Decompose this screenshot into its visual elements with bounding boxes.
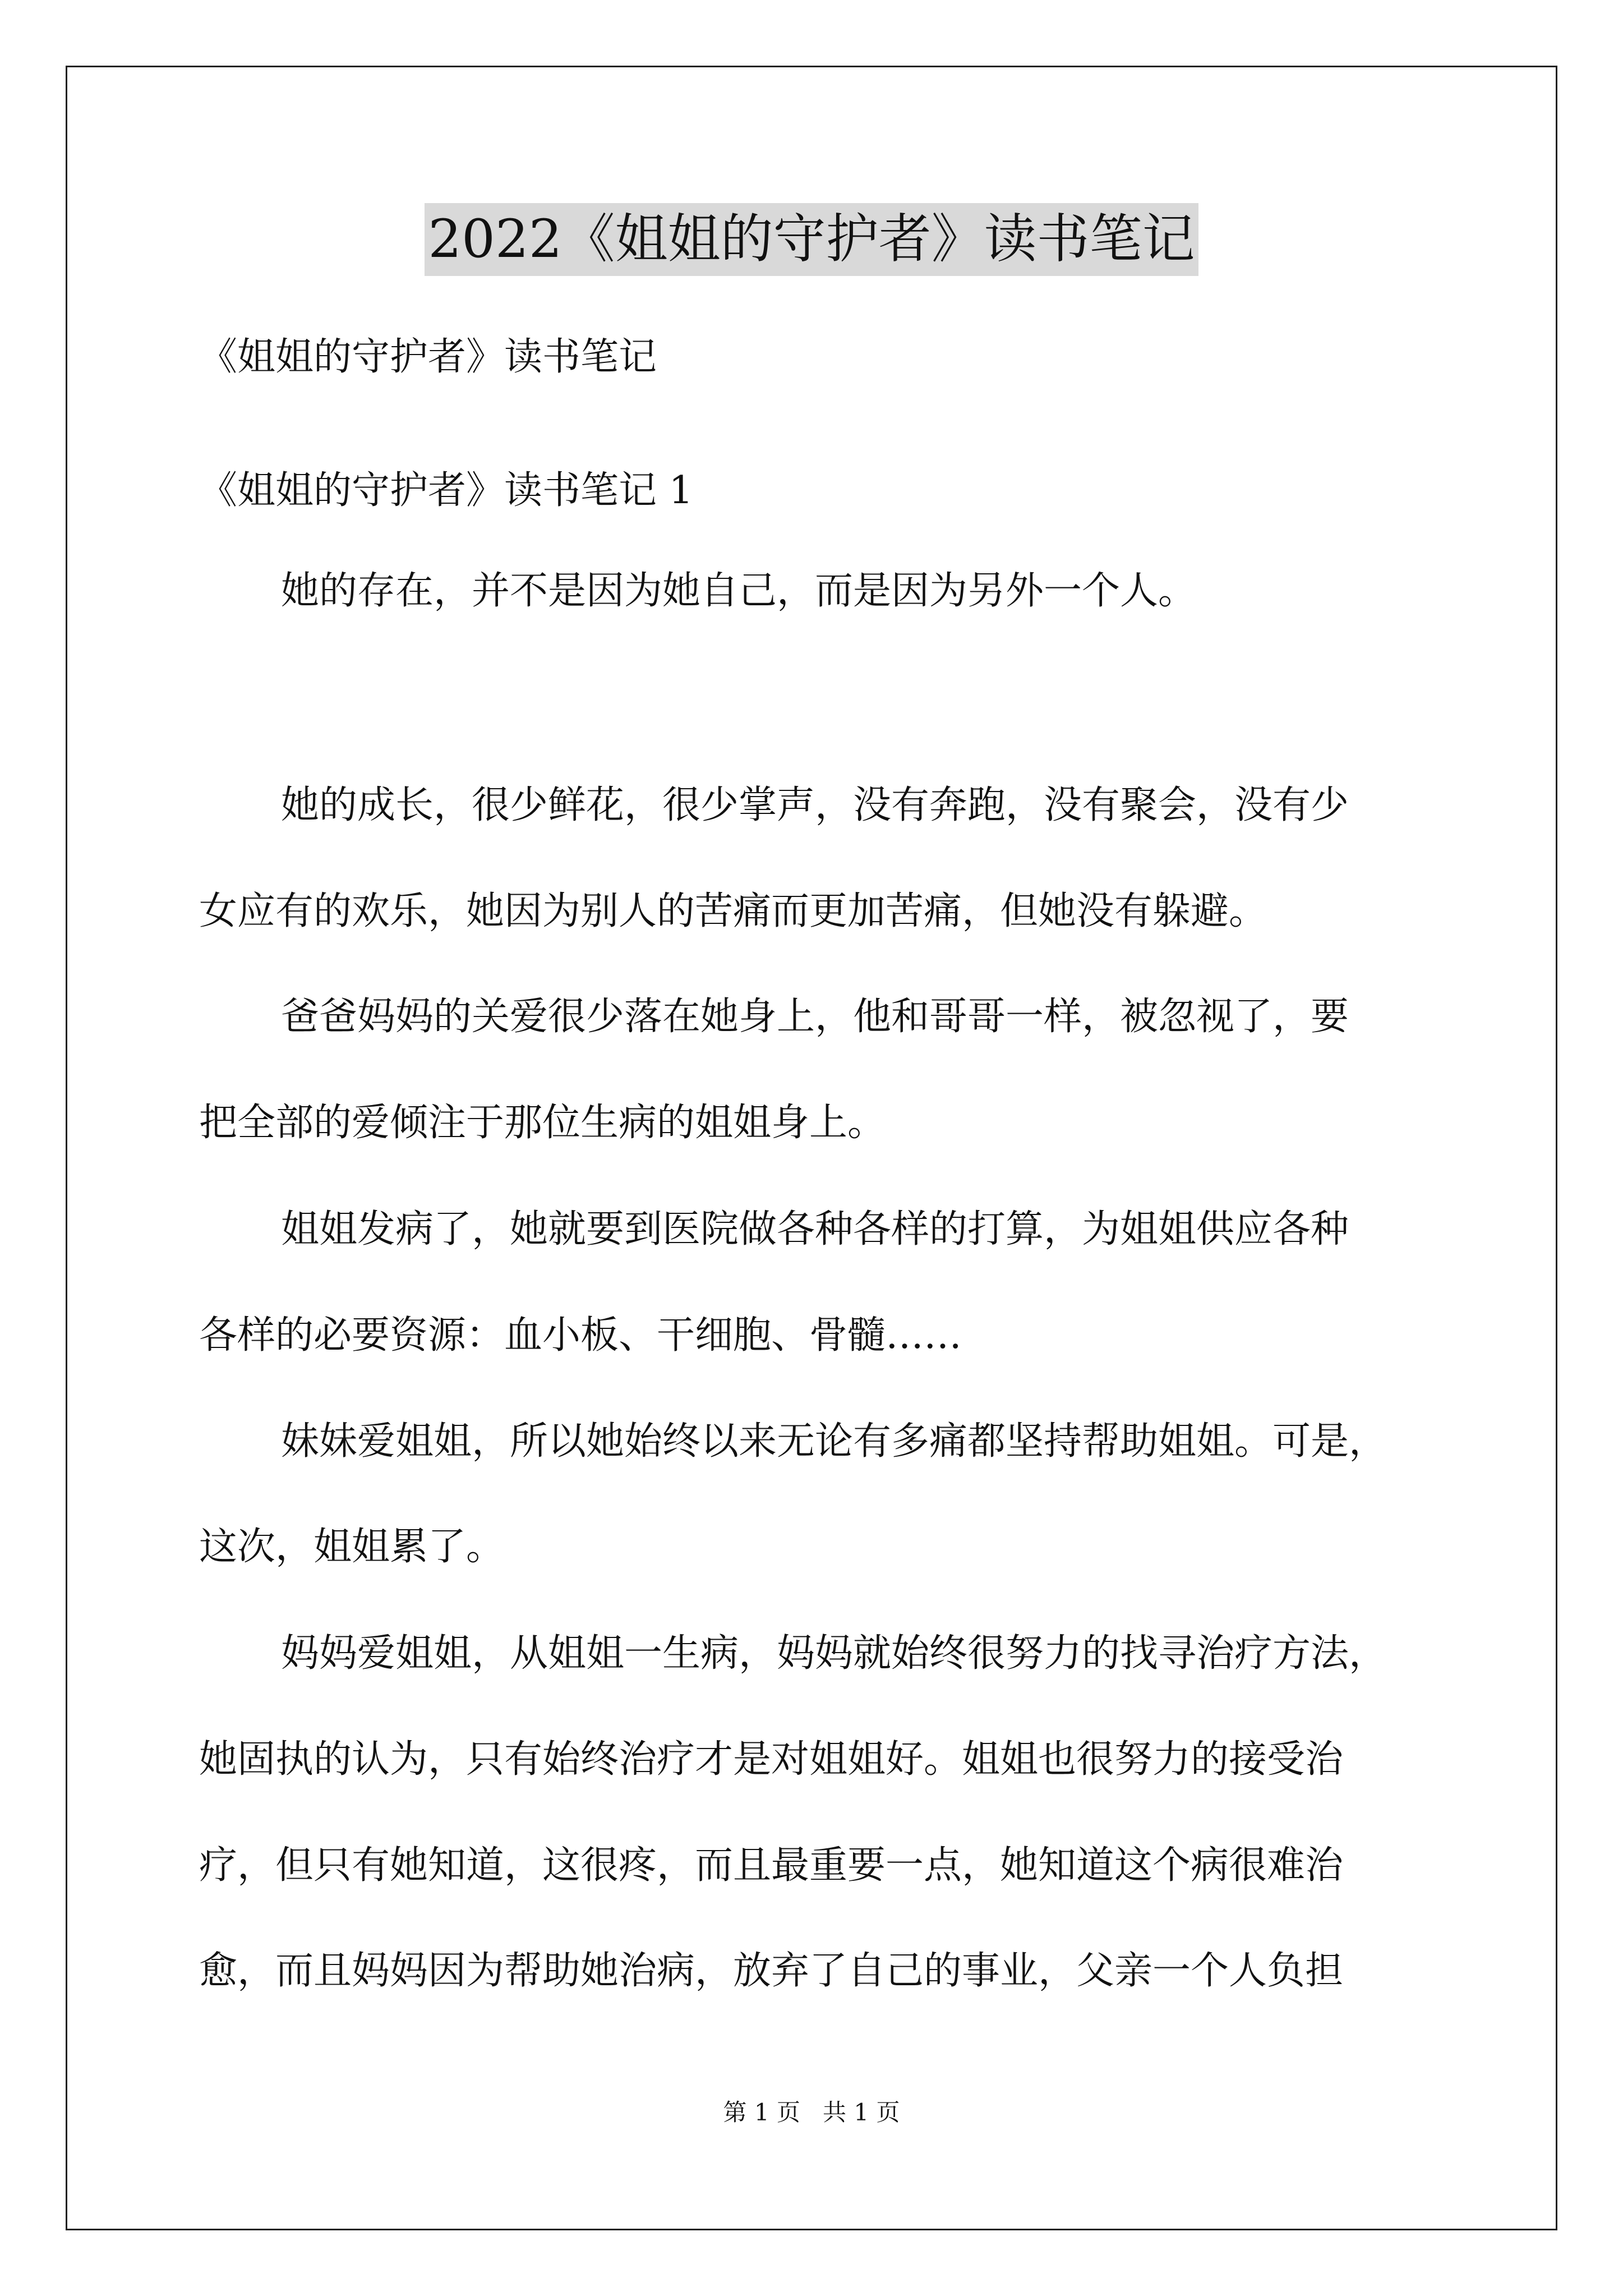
document-title: 2022《姐姐的守护者》读书笔记 — [425, 203, 1198, 276]
title-block — [0, 203, 1623, 276]
paragraph-line: 她的存在，并不是因为她自己，而是因为另外一个人。 — [281, 569, 1197, 613]
paragraph-line: 姐姐发病了，她就要到医院做各种各样的打算，为姐姐供应各种 — [281, 1207, 1349, 1251]
paragraph-line: 各样的必要资源：血小板、干细胞、骨髓…… — [199, 1313, 962, 1358]
paragraph-line: 愈，而且妈妈因为帮助她治病，放弃了自己的事业，父亲一个人负担 — [199, 1949, 1344, 1993]
paragraph-line: 女应有的欢乐，她因为别人的苦痛而更加苦痛，但她没有躲避。 — [199, 889, 1267, 933]
paragraph-line: 爸爸妈妈的关爱很少落在她身上，他和哥哥一样，被忽视了，要 — [281, 995, 1349, 1039]
paragraph-line: 她固执的认为，只有始终治疗才是对姐姐好。姐姐也很努力的接受治 — [199, 1737, 1344, 1782]
paragraph-line: 妈妈爱姐姐，从姐姐一生病，妈妈就始终很努力的找寻治疗方法， — [281, 1631, 1387, 1676]
paragraph-line: 把全部的爱倾注于那位生病的姐姐身上。 — [199, 1101, 886, 1145]
document-heading: 《姐姐的守护者》读书笔记 — [199, 335, 657, 379]
paragraph-line: 她的成长，很少鲜花，很少掌声，没有奔跑，没有聚会，没有少 — [281, 783, 1349, 827]
paragraph-line: 疗，但只有她知道，这很疼，而且最重要一点，她知道这个病很难治 — [199, 1843, 1344, 1888]
page-number: 第 1 页 共 1 页 — [723, 2099, 900, 2126]
document-subheading: 《姐姐的守护者》读书笔记 1 — [199, 468, 693, 513]
paragraph-line: 这次，姐姐累了。 — [199, 1525, 505, 1569]
paragraph-line: 妹妹爱姐姐，所以她始终以来无论有多痛都坚持帮助姐姐。可是， — [281, 1419, 1387, 1464]
